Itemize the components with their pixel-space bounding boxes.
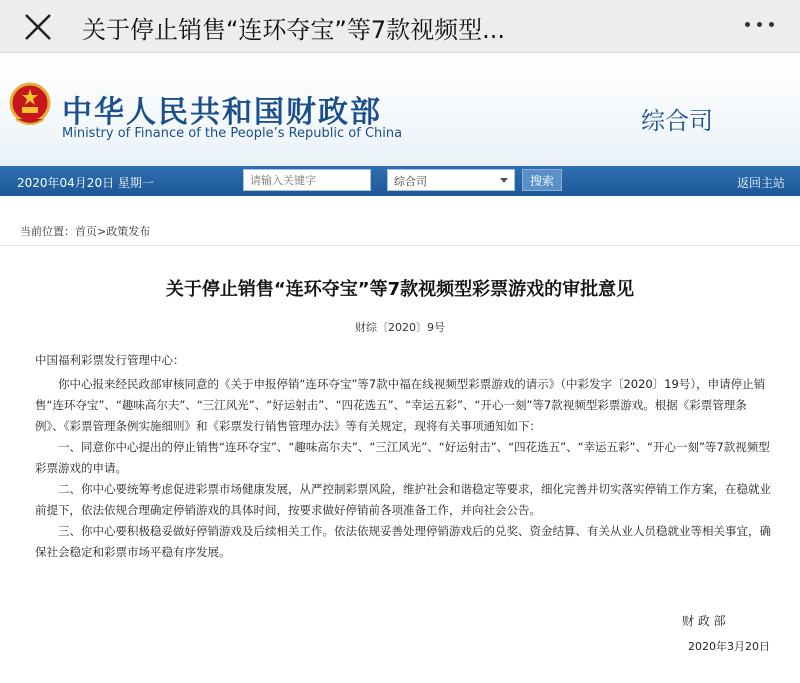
nav-bar	[0, 166, 800, 196]
signature-date: 2020年3月20日	[688, 640, 770, 653]
home-link[interactable]: 返回主站	[736, 176, 785, 190]
close-icon[interactable]	[20, 9, 56, 45]
document-body	[35, 350, 775, 563]
ministry-name-en: Ministry of Finance of the People’s Republic of China	[62, 126, 403, 141]
page-title: 关于停止销售“连环夺宝”等7款视频型...	[82, 16, 506, 44]
ministry-banner	[0, 53, 800, 166]
breadcrumb-row	[0, 213, 800, 246]
document-title: 关于停止销售“连环夺宝”等7款视频型彩票游戏的审批意见	[165, 279, 635, 300]
paragraph: 一、同意你中心提出的停止销售“连环夺宝”、“趣味高尔夫”、“三江风光”、“好运射击”、“四花选五”、“幸运五彩”、“开心一刻”等7款视频型彩票游戏的申请。	[35, 440, 770, 475]
chevron-down-icon	[500, 178, 508, 183]
department-select[interactable]	[387, 169, 515, 191]
ministry-name-cn: 中华人民共和国财政部	[62, 95, 382, 130]
current-date: 2020年04月20日 星期一	[17, 176, 154, 190]
paragraph: 三、你中心要积极稳妥做好停销游戏及后续相关工作。依法依规妥善处理停销游戏后的兑奖、资金结算、有关从业人员稳就业等相关事宜，确保社会稳定和彩票市场平稳有序发展。	[35, 524, 771, 559]
national-emblem-icon	[8, 81, 52, 129]
document-number: 财综〔2020〕9号	[355, 321, 445, 334]
paragraph: 二、你中心要统筹考虑促进彩票市场健康发展，从严控制彩票风险，维护社会和谐稳定等要求，细化完善并切实落实停销工作方案，在稳就业前提下，依法依规合理确定停销游戏的具体时间，按要求做好停销前各项准备工作，并向社会公告。	[35, 482, 771, 517]
top-bar	[0, 0, 800, 53]
department-select-value: 综合司	[394, 175, 427, 188]
signature-org: 财 政 部	[682, 614, 726, 628]
salutation: 中国福利彩票发行管理中心：	[35, 353, 185, 367]
department-name: 综合司	[641, 107, 713, 135]
more-dots-icon[interactable]	[745, 22, 774, 27]
search-input[interactable]	[243, 169, 371, 191]
paragraph: 你中心报来经民政部审核同意的《关于申报停销“连环夺宝”等7款中福在线视频型彩票游戏的请示》（中彩发字〔2020〕19号），申请停止销售“连环夺宝”、“趣味高尔夫”、“三江风光”、“好运射击”、“四花选五”、“幸运五彩”、“开心一刻”等7款视频型彩票游戏。根据《彩票管理条例》、《彩票管理条例实施细则》和《彩票发行销售管理办法》等有关规定，现将有关事项通知如下：	[35, 377, 766, 433]
breadcrumb: 当前位置：首页>政策发布	[20, 225, 151, 238]
search-button[interactable]: 搜索	[522, 169, 562, 191]
